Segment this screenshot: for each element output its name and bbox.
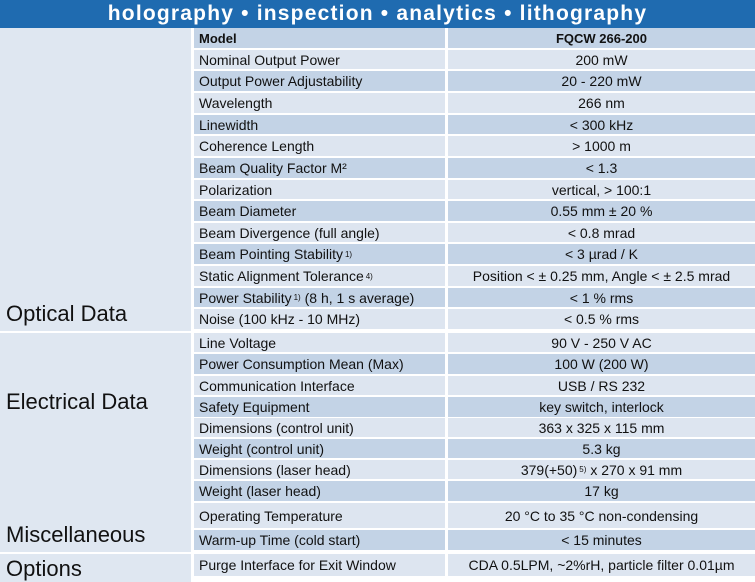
section-label (0, 418, 191, 552)
footnote-mark: 4) (365, 271, 373, 281)
table-row (194, 223, 755, 244)
section-electrical-data (0, 333, 755, 419)
section-title: Electrical Data (6, 389, 148, 414)
param-name (194, 288, 445, 307)
section-options (0, 554, 755, 582)
param-name-text: Power Stability (199, 289, 292, 306)
table-row (194, 309, 755, 331)
param-name: Coherence Length (194, 136, 445, 156)
param-value: 20 - 220 mW (448, 71, 755, 91)
table-row (194, 439, 755, 460)
table-row (194, 201, 755, 223)
table-row (194, 288, 755, 309)
table-row (194, 333, 755, 354)
param-value: > 1000 m (448, 136, 755, 156)
section-optical-data (0, 50, 755, 331)
param-name: Polarization (194, 180, 445, 199)
param-name: Beam Diameter (194, 201, 445, 221)
table-row (194, 266, 755, 288)
footnote-mark: 1) (344, 249, 353, 259)
param-name: Dimensions (laser head) (194, 460, 445, 479)
table-row (194, 397, 755, 419)
param-name: Weight (control unit) (194, 439, 445, 458)
table-row (194, 71, 755, 93)
param-name: Beam Quality Factor M² (194, 158, 445, 178)
param-name: Output Power Adjustability (194, 71, 445, 91)
param-name (194, 244, 445, 264)
param-value: < 15 minutes (448, 530, 755, 550)
table-row (194, 50, 755, 71)
param-value: < 1.3 (448, 158, 755, 178)
param-name: Beam Divergence (full angle) (194, 223, 445, 242)
table-row (194, 460, 755, 481)
param-value: 0.55 mm ± 20 % (448, 201, 755, 221)
param-value: 20 °C to 35 °C non-condensing (448, 503, 755, 528)
footnote-mark: 1) (293, 293, 301, 302)
section-label (0, 554, 191, 582)
param-name: Wavelength (194, 93, 445, 113)
param-name: Safety Equipment (194, 397, 445, 417)
table-row (194, 93, 755, 115)
param-name: Operating Temperature (194, 503, 445, 528)
section-title: Options (6, 556, 82, 581)
param-value: vertical, > 100:1 (448, 180, 755, 199)
section-label (0, 50, 191, 331)
section-title: Optical Data (6, 301, 128, 326)
table-row (194, 136, 755, 158)
table-row (194, 158, 755, 180)
param-value: < 300 kHz (448, 115, 755, 134)
header-label-cell (0, 28, 191, 50)
table-row (194, 180, 755, 201)
table-row (194, 376, 755, 397)
param-name (194, 266, 445, 286)
param-value: USB / RS 232 (448, 376, 755, 395)
param-value: < 0.8 mrad (448, 223, 755, 242)
table-row (194, 115, 755, 136)
param-value: 17 kg (448, 481, 755, 501)
table-row (194, 244, 755, 266)
param-name: Communication Interface (194, 376, 445, 395)
section-miscellaneous (0, 418, 755, 552)
param-name-text: Beam Pointing Stability (199, 246, 343, 262)
table-row (194, 481, 755, 503)
table-row (194, 503, 755, 530)
param-value (448, 460, 755, 479)
param-value: < 1 % rms (448, 288, 755, 307)
param-value: < 0.5 % rms (448, 309, 755, 329)
param-name: Line Voltage (194, 333, 445, 352)
table-row (194, 530, 755, 552)
param-name: Weight (laser head) (194, 481, 445, 501)
param-value: < 3 µrad / K (448, 244, 755, 264)
param-name: Power Consumption Mean (Max) (194, 354, 445, 374)
table-row (194, 354, 755, 376)
param-value: Position < ± 0.25 mm, Angle < ± 2.5 mrad (448, 266, 755, 286)
param-value: 200 mW (448, 50, 755, 69)
param-value-suffix: x 270 x 91 mm (590, 461, 683, 478)
param-name: Dimensions (control unit) (194, 418, 445, 437)
section-title: Miscellaneous (6, 522, 146, 547)
param-value: 5.3 kg (448, 439, 755, 458)
param-value: key switch, interlock (448, 397, 755, 417)
param-name: Nominal Output Power (194, 50, 445, 69)
table-row (194, 418, 755, 439)
header-row (194, 28, 755, 50)
param-name: Linewidth (194, 115, 445, 134)
header-name: Model (194, 28, 445, 48)
param-value: 100 W (200 W) (448, 354, 755, 374)
param-value-text: 379(+50) (520, 461, 578, 478)
param-name: Noise (100 kHz - 10 MHz) (194, 309, 445, 329)
param-value: 90 V - 250 V AC (448, 333, 755, 352)
header-model: FQCW 266-200 (448, 28, 755, 48)
footnote-mark: 5) (579, 465, 587, 474)
banner: holography • inspection • analytics • lithography (0, 0, 755, 28)
param-value: CDA 0.5LPM, ~2%rH, particle filter 0.01µm (448, 554, 755, 576)
param-name-suffix: (8 h, 1 s average) (304, 289, 415, 306)
param-name-text: Static Alignment Tolerance (199, 268, 364, 284)
param-value: 266 nm (448, 93, 755, 113)
param-value: 363 x 325 x 115 mm (448, 418, 755, 437)
table-row (194, 554, 755, 578)
section-label (0, 333, 191, 419)
param-name: Warm-up Time (cold start) (194, 530, 445, 550)
header-section (0, 28, 755, 50)
param-name: Purge Interface for Exit Window (194, 554, 445, 576)
